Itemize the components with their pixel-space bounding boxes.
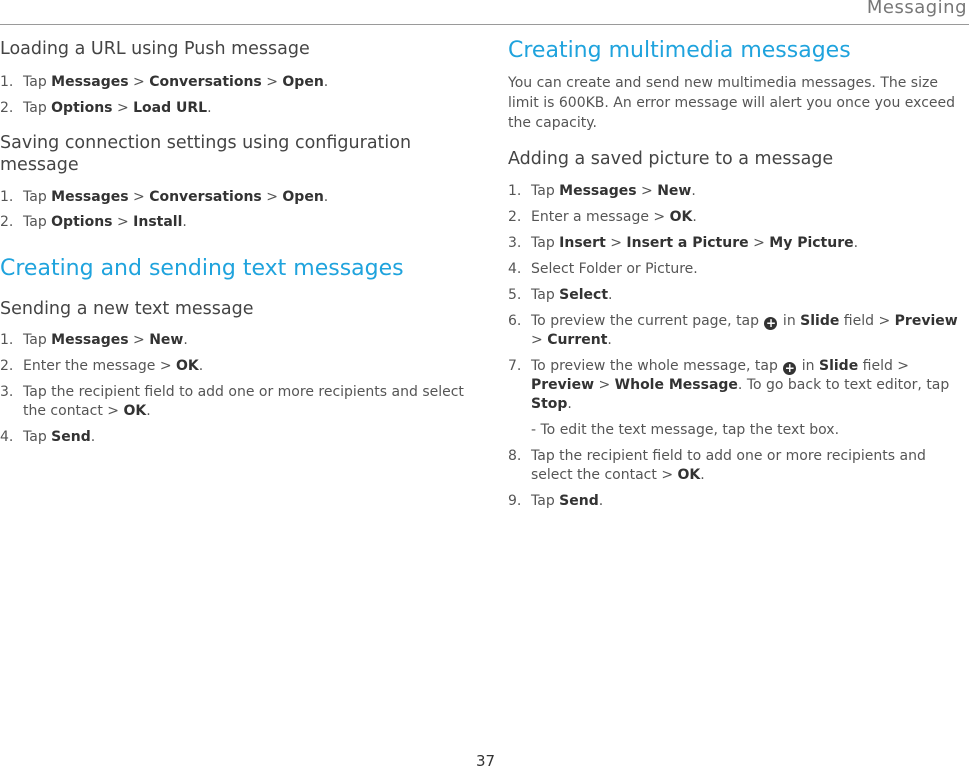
push-url-steps xyxy=(0,73,470,118)
list-item: 1. Tap Messages > New. xyxy=(0,332,188,348)
list-item: 7. To preview the whole message, tap + in Slide field > Preview > Whole Message. To go back to text editor, tap Stop. - To edit the text message, tap the text box. xyxy=(508,357,969,440)
list-item: 5. Tap Select. xyxy=(508,287,613,303)
section-heading-saved-picture: Adding a saved picture to a message xyxy=(508,149,834,169)
list-item: 1. Tap Messages > New. xyxy=(508,183,696,199)
intro-paragraph: You can create and send new multimedia messages. The size limit is 600KB. An error message will alert you once you exceed the capacity. xyxy=(508,75,956,131)
section-heading-push-url: Loading a URL using Push message xyxy=(0,39,310,59)
section-heading-config-message: Saving connection settings using configuration message xyxy=(0,133,412,175)
section-title-multimedia-messages: Creating multimedia messages xyxy=(508,38,851,63)
header-rule xyxy=(0,24,969,25)
list-item: 1. Tap Messages > Conversations > Open. xyxy=(0,74,329,90)
new-text-message-steps xyxy=(0,331,470,447)
list-item: 3. Tap the recipient field to add one or more recipients and select the contact > OK. xyxy=(0,384,464,419)
list-item: 1. Tap Messages > Conversations > Open. xyxy=(0,189,329,205)
running-head: Messaging xyxy=(866,0,967,18)
add-circle-icon: + xyxy=(784,361,795,375)
list-item: 2. Tap Options > Load URL. xyxy=(0,100,212,116)
list-item: 8. Tap the recipient field to add one or more recipients and select the contact > OK. xyxy=(508,448,926,483)
list-item: 3. Tap Insert > Insert a Picture > My Picture. xyxy=(508,235,859,251)
list-item: 9. Tap Send. xyxy=(508,493,604,509)
list-item: 2. Tap Options > Install. xyxy=(0,214,187,230)
list-item: 4. Tap Send. xyxy=(0,429,96,445)
add-circle-icon: + xyxy=(765,316,777,330)
section-title-text-messages: Creating and sending text messages xyxy=(0,256,404,281)
list-item: 4. Select Folder or Picture. xyxy=(508,261,698,277)
step-note: - To edit the text message, tap the text box. xyxy=(531,422,840,438)
left-column xyxy=(0,36,470,447)
page-number: 37 xyxy=(476,752,496,770)
saved-picture-steps xyxy=(508,182,969,511)
list-item: 2. Enter the message > OK. xyxy=(0,358,204,374)
config-message-steps xyxy=(0,188,470,232)
section-heading-new-text-message: Sending a new text message xyxy=(0,299,254,319)
right-column xyxy=(508,36,969,511)
list-item: 2. Enter a message > OK. xyxy=(508,209,697,225)
list-item: 6. To preview the current page, tap + in Slide field > Preview > Current. xyxy=(508,313,958,348)
